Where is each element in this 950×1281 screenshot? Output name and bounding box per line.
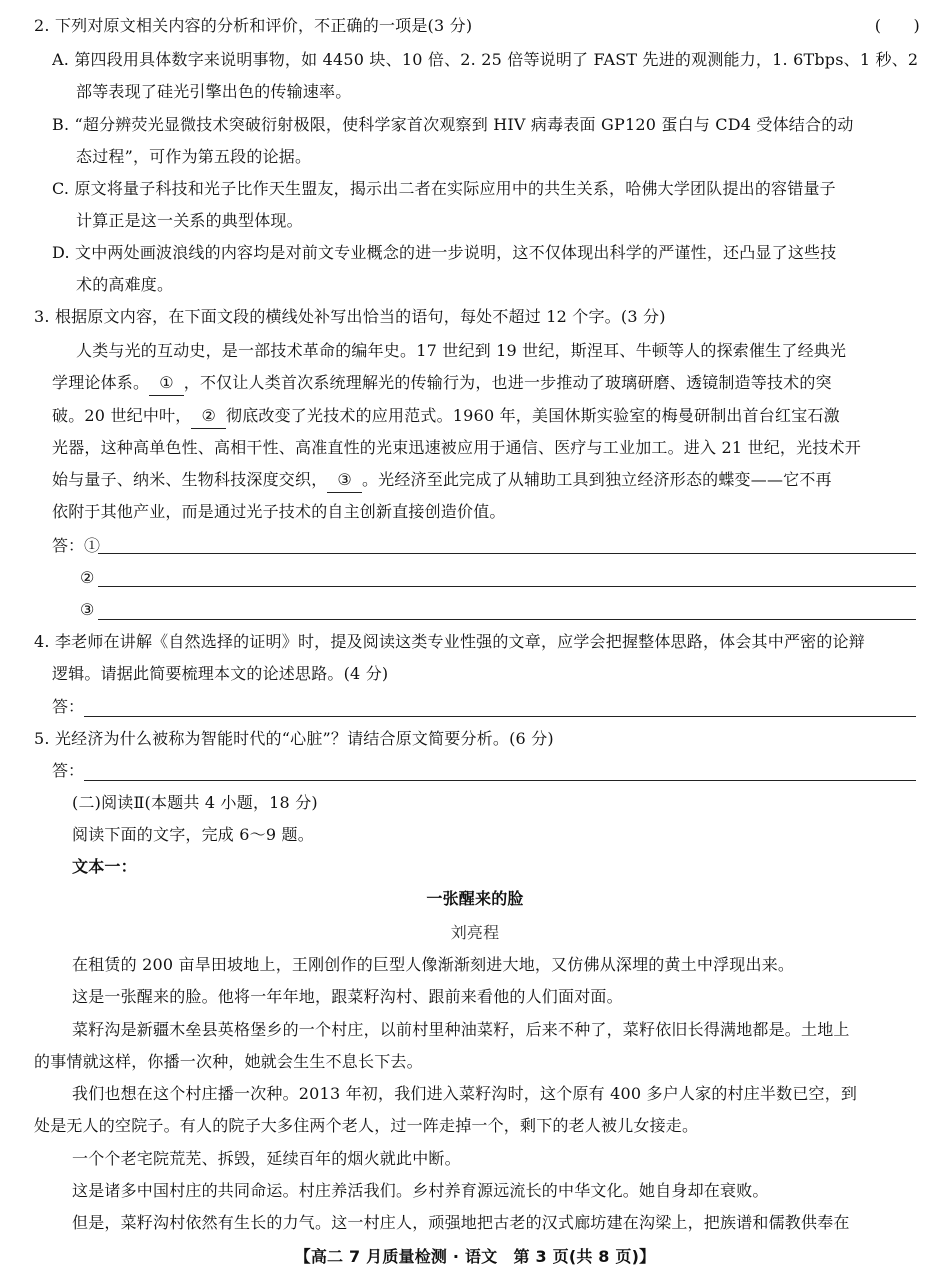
q4-answer-label: 答： xyxy=(52,697,85,716)
q3-blank-3[interactable] xyxy=(327,468,362,493)
q3-passage-line1: 人类与光的互动史，是一部技术革命的编年史。17 世纪到 19 世纪，斯涅耳、牛顿等人的探索催生了经典光 xyxy=(76,341,847,360)
q3-passage-line4: 光器，这种高单色性、高相干性、高准直性的光束迅速被应用于通信、医疗与工业加工。进入 21 世纪，光技术开 xyxy=(52,438,861,457)
q5-answer-line[interactable] xyxy=(84,779,916,781)
q2-option-a-line1: A. 第四段用具体数字来说明事物，如 4450 块、10 倍、2. 25 倍等说明了 FAST 先进的观测能力，1. 6Tbps、1 秒、2 xyxy=(52,50,919,69)
section2-instruction: 阅读下面的文字，完成 6～9 题。 xyxy=(72,825,314,844)
q3-answer-label-3: ③ xyxy=(80,600,95,619)
article-para-4-line2: 处是无人的空院子。有人的院子大多住两个老人，过一阵走掉一个，剩下的老人被儿女接走。 xyxy=(34,1116,699,1135)
q3-p5-text-a: 始与量子、纳米、生物科技深度交织， xyxy=(52,470,328,489)
q3-passage-line3 xyxy=(52,400,920,432)
q3-p3-text-a: 破。20 世纪中叶， xyxy=(52,406,192,425)
q3-p3-text-b: 彻底改变了光技术的应用范式。1960 年，美国休斯实验室的梅曼研制出首台红宝石激 xyxy=(226,406,840,425)
article-para-1: 在租赁的 200 亩旱田坡地上，王刚创作的巨型人像渐渐刻进大地，又仿佛从深埋的黄土中浮现出来。 xyxy=(72,955,795,974)
q2-option-c-line1: C. 原文将量子科技和光子比作天生盟友，揭示出二者在实际应用中的共生关系，哈佛大学团队提出的容错量子 xyxy=(52,179,836,198)
q2-answer-bracket xyxy=(840,10,920,42)
q3-passage-line5 xyxy=(52,464,920,496)
q3-p2-text-a: 学理论体系。 xyxy=(52,373,150,392)
q3-blank-2-label: ② xyxy=(201,406,216,425)
q5-stem: 5. 光经济为什么被称为智能时代的“心脏”？请结合原文简要分析。(6 分) xyxy=(34,729,554,748)
q4-answer-line[interactable] xyxy=(84,715,916,717)
q2-option-b-line1: B. “超分辨荧光显微技术突破衍射极限，使科学家首次观察到 HIV 病毒表面 GP120 蛋白与 CD4 受体结合的动 xyxy=(52,115,854,134)
q3-blank-1[interactable] xyxy=(149,371,184,396)
q3-passage-line2 xyxy=(52,367,920,399)
article-para-6: 这是诸多中国村庄的共同命运。村庄养活我们。乡村养育源远流长的中华文化。她自身却在衰败。 xyxy=(72,1181,769,1200)
article-para-4-line1: 我们也想在这个村庄播一次种。2013 年初，我们进入菜籽沟时，这个原有 400 多户人家的村庄半数已空，到 xyxy=(72,1084,858,1103)
q3-answer-line-3[interactable] xyxy=(98,618,916,620)
q2-stem-text: 2. 下列对原文相关内容的分析和评价，不正确的一项是(3 分) xyxy=(34,16,473,35)
q3-stem: 3. 根据原文内容，在下面文段的横线处补写出恰当的语句，每处不超过 12 个字。(3 分) xyxy=(34,307,666,326)
q2-stem xyxy=(34,10,920,42)
q4-stem-line1: 4. 李老师在讲解《自然选择的证明》时，提及阅读这类专业性强的文章，应学会把握整体思路，体会其中严密的论辩 xyxy=(34,632,865,651)
page-footer: 【高二 7 月质量检测 · 语文 第 3 页(共 8 页)】 xyxy=(294,1247,656,1266)
q3-answer-line-2[interactable] xyxy=(98,585,916,587)
q2-option-c-line2: 计算正是这一关系的典型体现。 xyxy=(76,211,303,230)
article-para-3-line2: 的事情就这样，你播一次种，她就会生生不息长下去。 xyxy=(34,1052,423,1071)
q3-answer-label-2: ② xyxy=(80,568,95,587)
text-one-label: 文本一： xyxy=(72,857,137,876)
article-para-5: 一个个老宅院荒芜、拆毁，延续百年的烟火就此中断。 xyxy=(72,1149,461,1168)
q3-p2-text-b: ，不仅让人类首次系统理解光的传输行为，也进一步推动了玻璃研磨、透镜制造等技术的突 xyxy=(183,373,832,392)
q4-stem-line2: 逻辑。请据此简要梳理本文的论述思路。(4 分) xyxy=(52,664,389,683)
article-para-3-line1: 菜籽沟是新疆木垒县英格堡乡的一个村庄，以前村里种油菜籽，后来不种了，菜籽依旧长得满地都是。土地上 xyxy=(72,1020,850,1039)
q3-passage-line6: 依附于其他产业，而是通过光子技术的自主创新直接创造价值。 xyxy=(52,502,506,521)
q2-bracket-text: ( ) xyxy=(874,16,920,35)
q3-blank-2[interactable] xyxy=(191,404,226,429)
q2-option-b-line2: 态过程”，可作为第五段的论据。 xyxy=(76,147,312,166)
section2-heading: (二)阅读Ⅱ(本题共 4 小题，18 分) xyxy=(72,793,318,812)
q3-blank-3-label: ③ xyxy=(337,470,352,489)
q3-p5-text-b: 。光经济至此完成了从辅助工具到独立经济形态的蝶变——它不再 xyxy=(361,470,832,489)
article-author: 刘亮程 xyxy=(450,923,500,942)
q5-answer-label: 答： xyxy=(52,761,85,780)
article-title: 一张醒来的脸 xyxy=(426,889,524,908)
q3-blank-1-label: ① xyxy=(159,373,174,392)
article-para-7: 但是，菜籽沟村依然有生长的力气。这一村庄人，顽强地把古老的汉式廊坊建在沟梁上，把族谱和儒教供奉在 xyxy=(72,1213,850,1232)
q2-option-d-line2: 术的高难度。 xyxy=(76,275,174,294)
article-para-2: 这是一张醒来的脸。他将一年年地，跟菜籽沟村、跟前来看他的人们面对面。 xyxy=(72,987,623,1006)
q3-answer-label-1: 答：① xyxy=(52,536,101,555)
q2-option-a-line2: 部等表现了硅光引擎出色的传输速率。 xyxy=(76,82,352,101)
q2-option-d-line1: D. 文中两处画波浪线的内容均是对前文专业概念的进一步说明，这不仅体现出科学的严谨性，还凸显了这些技 xyxy=(52,243,837,262)
q3-answer-line-1[interactable] xyxy=(98,552,916,554)
